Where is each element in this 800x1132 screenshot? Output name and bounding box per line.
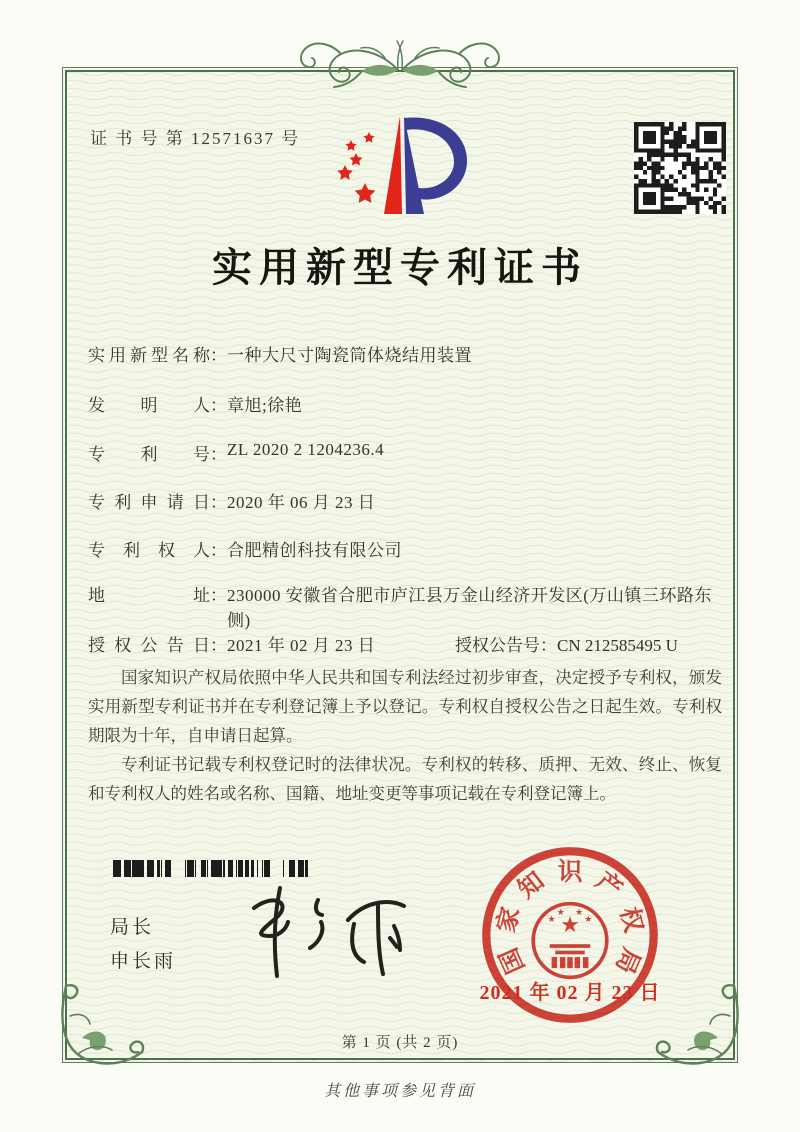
logo-p-mark (384, 116, 467, 214)
floral-ornament-top (285, 36, 515, 98)
footer-note: 其他事项参见背面 (323, 1083, 476, 1100)
colon: ： (210, 346, 227, 365)
legal-text (88, 663, 722, 808)
field-value: 2021 年 02 月 23 日 (227, 636, 376, 655)
field-label: 发明人 (88, 396, 210, 415)
field-label: 地址 (88, 586, 210, 605)
seal-date: 2021 年 02 月 23 日 (479, 982, 661, 1004)
field-value: 230000 安徽省合肥市庐江县万金山经济开发区(万山镇三环路东侧) (227, 586, 712, 630)
svg-text:★: ★ (575, 906, 584, 917)
barcode-stripe (305, 860, 308, 877)
field-value: 合肥精创科技有限公司 (227, 541, 402, 560)
colon: ： (210, 493, 227, 512)
floral-ornament-bottom-left (54, 982, 146, 1068)
certificate-number: 证 书 号 第 12571637 号 (90, 129, 301, 148)
field-value: 一种大尺寸陶瓷筒体烧结用装置 (227, 346, 472, 365)
colon: ： (210, 586, 227, 605)
field-value: 章旭;徐艳 (227, 396, 303, 415)
legal-paragraph-1: 国家知识产权局依照中华人民共和国专利法经过初步审查，决定授予专利权，颁发实用新型专利证书并在专利登记簿上予以登记。专利权自授权公告之日起生效。专利权期限为十年，自申请日起算。 (88, 668, 722, 745)
field-inventor (88, 391, 302, 416)
cnipa-logo (318, 110, 486, 222)
field-label: 授权公告号 (455, 636, 540, 655)
field-utility-model-name (88, 341, 472, 366)
field-value: CN 212585495 U (557, 636, 678, 655)
field-label: 专利申请日 (88, 493, 210, 512)
legal-paragraph-2: 专利证书记载专利权登记时的法律状况。专利权的转移、质押、无效、终止、恢复和专利权人的姓名或名称、国籍、地址变更等事项记载在专利登记簿上。 (88, 755, 722, 803)
field-label: 实用新型名称 (88, 346, 210, 365)
seal-char: 权 (614, 904, 647, 936)
seal-char: 识 (557, 858, 583, 886)
field-label: 授权公告日 (88, 636, 210, 655)
svg-text:★: ★ (560, 912, 580, 938)
commissioner-name: 申长雨 (110, 951, 177, 972)
seal-char: 局 (609, 943, 645, 978)
colon: ： (210, 445, 227, 464)
qr-code (634, 122, 726, 214)
national-emblem (533, 904, 607, 978)
certificate-title: 实用新型专利证书 (212, 245, 588, 290)
field-label: 专利权人 (88, 541, 210, 560)
handwritten-signature (218, 878, 423, 986)
field-address (88, 581, 715, 631)
svg-text:★: ★ (556, 906, 565, 917)
field-value: 2020 年 06 月 23 日 (227, 493, 376, 512)
page-indicator: 第 1 页 (共 2 页) (341, 1035, 459, 1051)
seal-char: 国 (495, 943, 531, 978)
field-patent-number (88, 440, 384, 465)
svg-text:★: ★ (584, 914, 593, 925)
field-patentee (88, 536, 402, 561)
field-filing-date (88, 488, 375, 513)
seal-char: 产 (590, 867, 627, 904)
colon: ： (210, 541, 227, 560)
colon: ： (210, 636, 227, 655)
colon: ： (540, 636, 557, 655)
colon: ： (210, 396, 227, 415)
barcode (112, 860, 312, 877)
seal-char: 知 (513, 867, 550, 904)
commissioner-title: 局长 (110, 917, 155, 938)
field-label: 专利号 (88, 445, 210, 464)
logo-stars (337, 132, 375, 203)
svg-text:★: ★ (547, 914, 556, 925)
field-value: ZL 2020 2 1204236.4 (227, 440, 385, 459)
field-grant-number (455, 631, 678, 656)
seal-char: 家 (493, 904, 526, 936)
field-grant-date (88, 631, 375, 656)
